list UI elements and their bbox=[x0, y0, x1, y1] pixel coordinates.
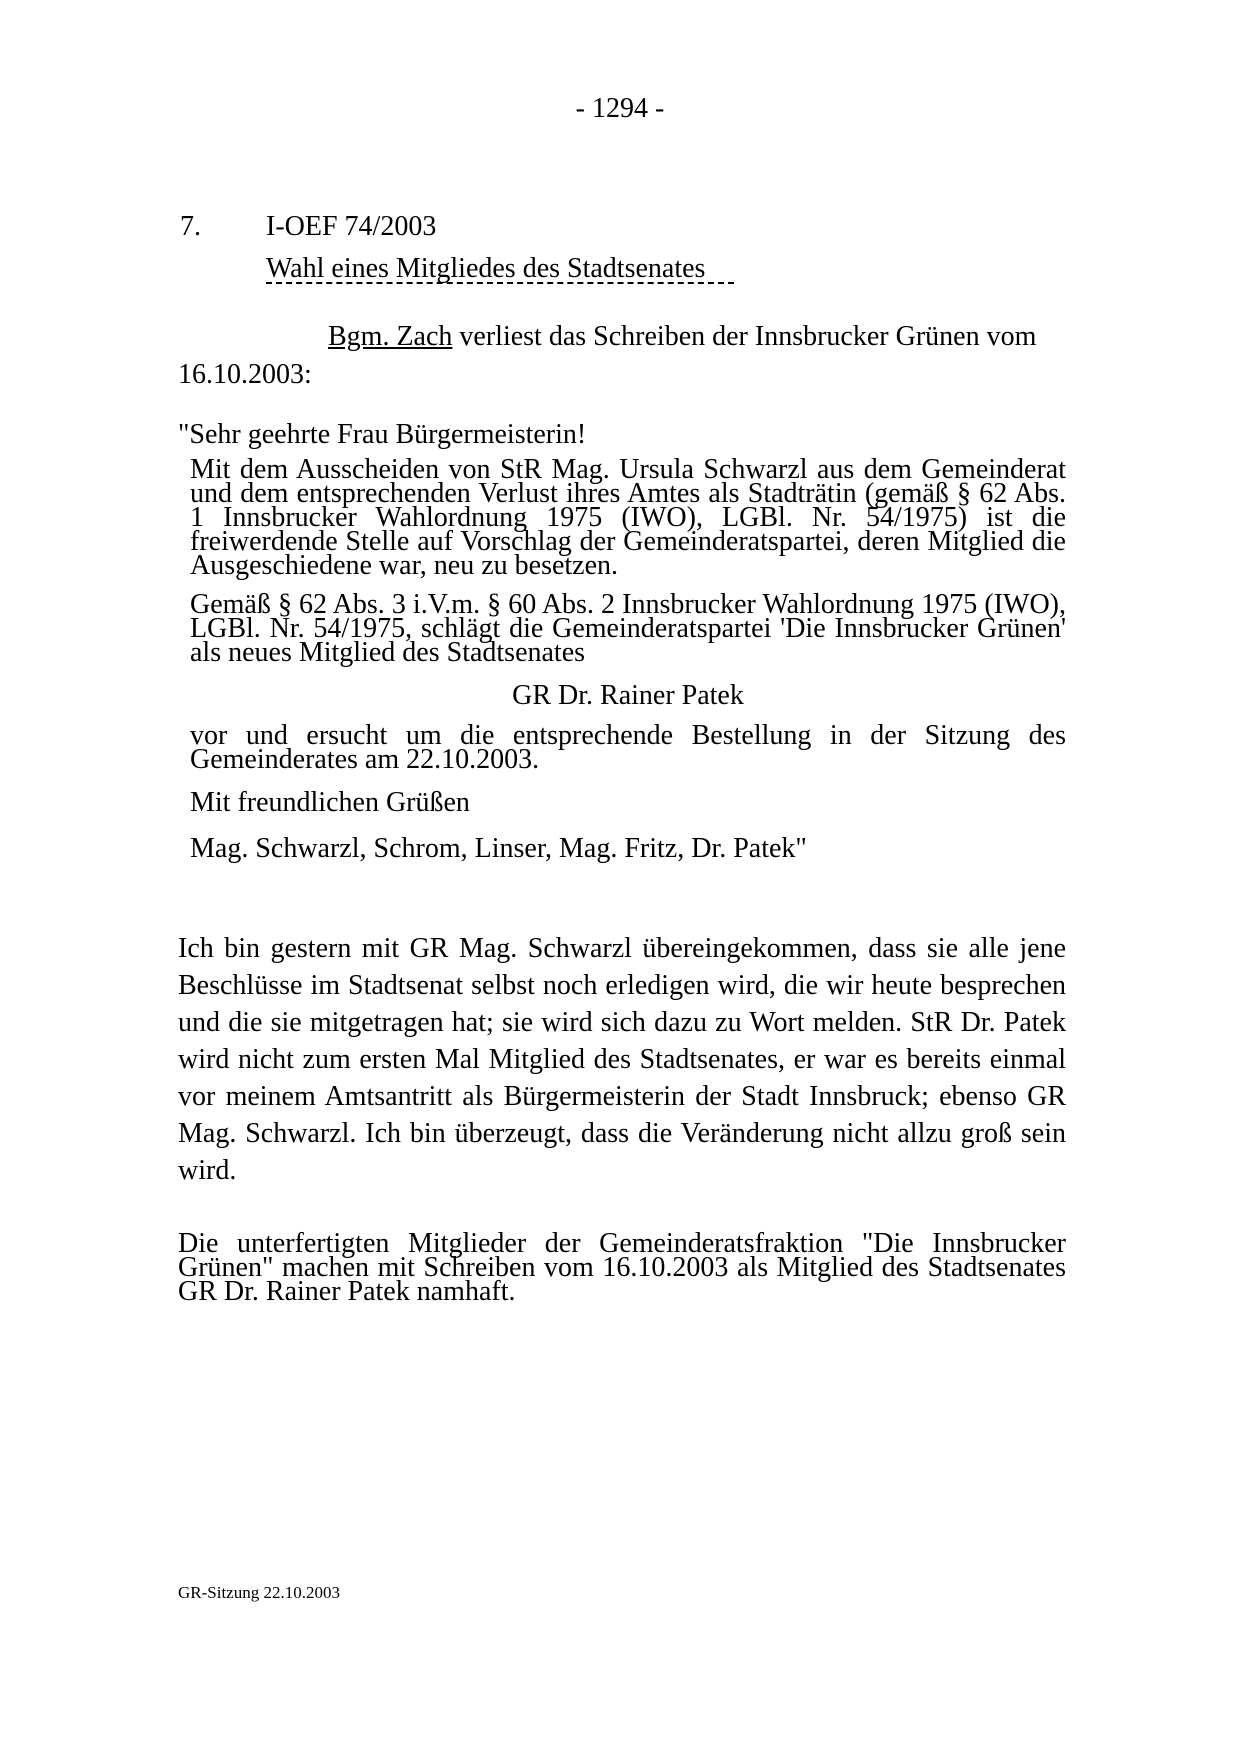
conclusion-paragraph: Die unterfertigten Mitglieder der Gemeinderatsfraktion "Die Innsbrucker Grünen" machen mit Schreiben vom 16.10.2003 als Mitglied des Stadtsenates GR Dr. Rainer Patek namhaft. bbox=[178, 1228, 1066, 1307]
letter-salutation: "Sehr geehrte Frau Bürgermeisterin! bbox=[178, 419, 587, 450]
page-number: - 1294 - bbox=[575, 93, 665, 124]
letter-paragraph-1: Mit dem Ausscheiden von StR Mag. Ursula Schwarzl aus dem Gemeinderat und dem entsprechenden Verlust ihres Amtes als Stadträtin (gemäß § 62 Abs. 1 Innsbrucker Wahlordnung 1975 (IWO), LGBl. Nr. 54/1975) ist die freiwerdende Stelle auf Vorschlag der Gemeinderatspartei, deren Mitglied die Ausgeschiedene war, neu zu besetzen. bbox=[190, 454, 1066, 581]
page-footer: GR-Sitzung 22.10.2003 bbox=[178, 1583, 340, 1602]
agenda-item-title: Wahl eines Mitgliedes des Stadtsenates bbox=[266, 253, 706, 284]
letter-closing: Mit freundlichen Grüßen bbox=[190, 787, 470, 818]
intro-paragraph bbox=[178, 318, 1066, 394]
intro-text: verliest das Schreiben der Innsbrucker Grünen vom 16.10.2003: bbox=[178, 321, 1037, 390]
letter-paragraph-3: vor und ersucht um die entsprechende Bestellung in der Sitzung des Gemeinderates am 22.10.2003. bbox=[190, 720, 1066, 775]
quoted-letter bbox=[190, 454, 1066, 879]
letter-nominee: GR Dr. Rainer Patek bbox=[512, 680, 744, 711]
speaker-name: Bgm. Zach bbox=[328, 321, 453, 352]
letter-signatures: Mag. Schwarzl, Schrom, Linser, Mag. Fritz, Dr. Patek" bbox=[190, 833, 807, 864]
agenda-item-code: I-OEF 74/2003 bbox=[266, 211, 437, 242]
title-dashed-rule bbox=[266, 282, 734, 284]
letter-paragraph-2: Gemäß § 62 Abs. 3 i.V.m. § 60 Abs. 2 Innsbrucker Wahlordnung 1975 (IWO), LGBl. Nr. 54/1975, schlägt die Gemeinderatspartei 'Die Innsbrucker Grünen' als neues Mitglied des Stadtsenates bbox=[190, 589, 1066, 668]
agenda-item-number: 7. bbox=[180, 211, 201, 242]
mayor-statement: Ich bin gestern mit GR Mag. Schwarzl übereingekommen, dass sie alle jene Beschlüsse im Stadtsenat selbst noch erledigen wird, die wir heute besprechen und die sie mitgetragen hat; sie wird sich dazu zu Wort melden. StR Dr. Patek wird nicht zum ersten Mal Mitglied des Stadtsenates, er war es bereits einmal vor meinem Amtsantritt als Bürgermeisterin der Stadt Innsbruck; ebenso GR Mag. Schwarzl. Ich bin überzeugt, dass die Veränderung nicht allzu groß sein wird. bbox=[178, 933, 1066, 1186]
